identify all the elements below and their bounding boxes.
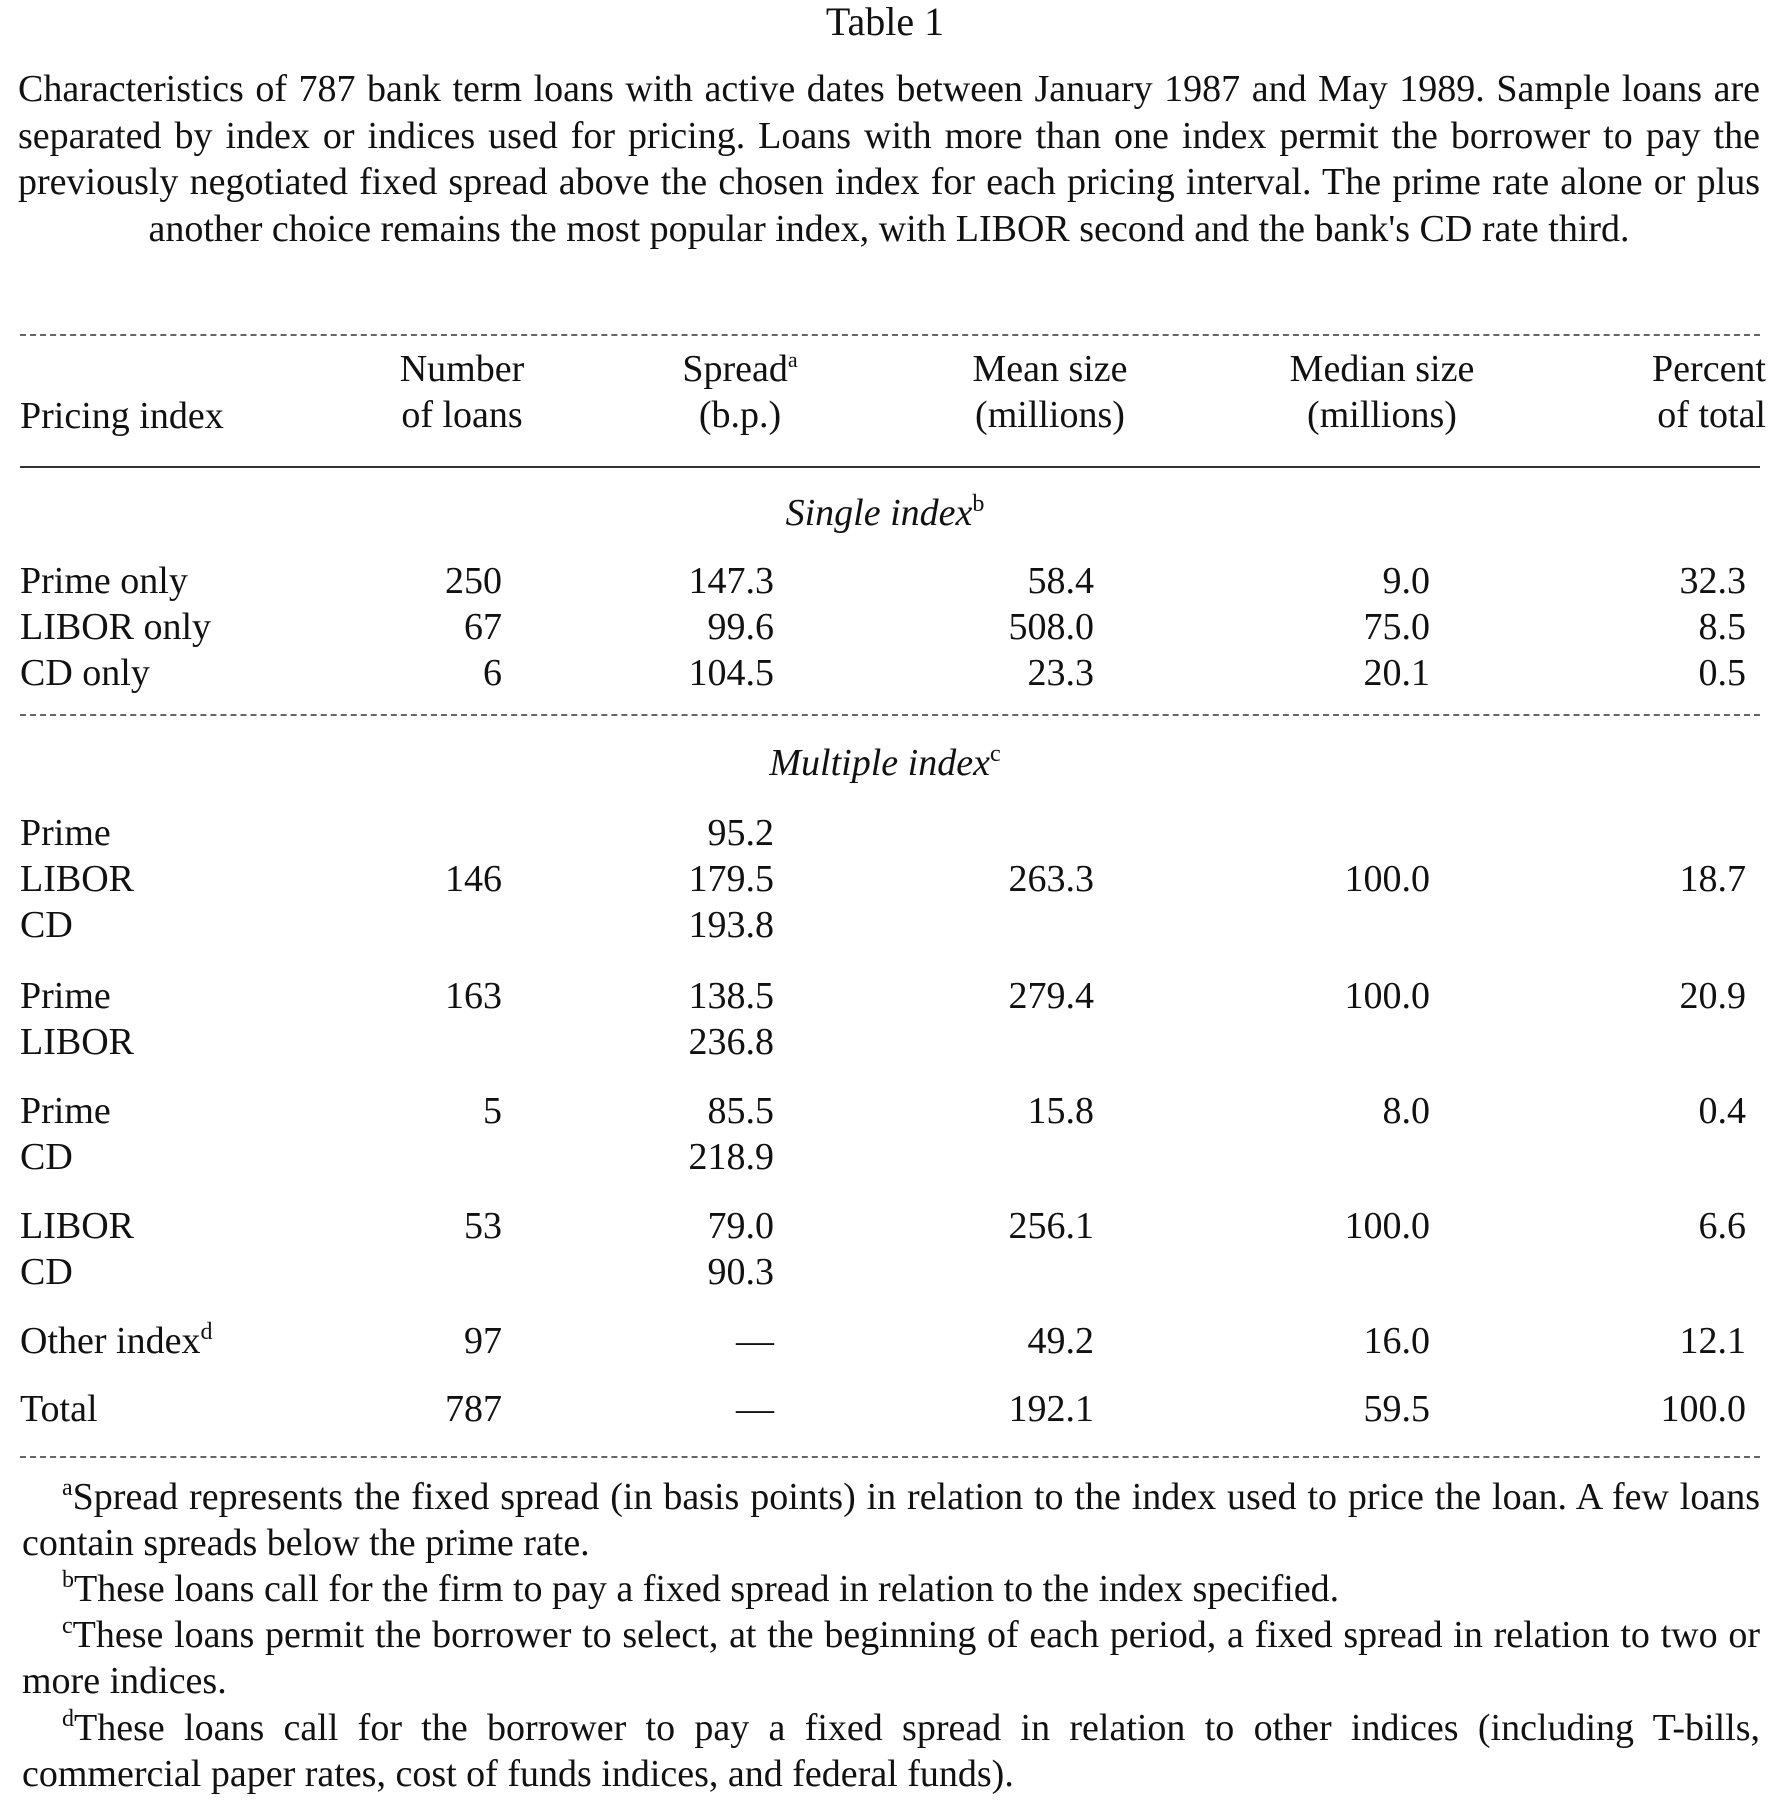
footnote-text: These loans call for the firm to pay a fixed spread in relation to the index specified. (74, 1568, 1340, 1610)
row-label-stack (20, 1088, 111, 1180)
cell-mean: 192.1 (1008, 1388, 1094, 1430)
cell-percent: 32.3 (1679, 560, 1746, 602)
row-label-stack (20, 810, 134, 948)
cell-median: 9.0 (1382, 560, 1430, 602)
footnote-mark: b (62, 1567, 74, 1593)
cell-spread: 79.0 (707, 1205, 774, 1247)
cell-median: 20.1 (1363, 652, 1430, 694)
bottom-rule (20, 1456, 1760, 1458)
cell-mean: 15.8 (1027, 1090, 1094, 1132)
cell-number: 97 (464, 1320, 502, 1362)
cell-spread: 236.8 (688, 1021, 774, 1063)
footnote-mark: c (62, 1613, 73, 1639)
cell-median: 100.0 (1344, 1205, 1430, 1247)
row-footnote-mark: d (200, 1319, 213, 1345)
cell-number: 250 (445, 560, 502, 602)
row-label: Total (20, 1388, 98, 1430)
cell-percent: 6.6 (1698, 1205, 1746, 1247)
cell-spread: 90.3 (707, 1251, 774, 1293)
section-multiple-index (0, 740, 1770, 786)
row-label: CD only (20, 652, 150, 694)
col-header-median-size (1262, 346, 1502, 438)
footnote-text: These loans permit the borrower to select, at the beginning of each period, a fixed spread in relation to two or more indices. (22, 1614, 1760, 1702)
col-header-number-line2: of loans (401, 394, 523, 436)
cell-percent: 8.5 (1698, 606, 1746, 648)
cell-spread: 95.2 (707, 812, 774, 854)
cell-median: 100.0 (1344, 858, 1430, 900)
cell-spread: — (736, 1320, 774, 1362)
cell-mean: 49.2 (1027, 1320, 1094, 1362)
cell-spread: 99.6 (707, 606, 774, 648)
table-caption: Characteristics of 787 bank term loans with active dates between January 1987 and May 1989. Sample loans are separated by index or indices used for pricing. Loans with more than one index permit the borrower to pay the previously negotiated fixed spread above the chosen index for each pricing interval. The prime rate alone or plus another choice remains the most popular index, with LIBOR second and the bank's CD rate third. (18, 68, 1760, 250)
cell-number: 53 (464, 1205, 502, 1247)
footnote-mark: a (62, 1475, 73, 1501)
col-header-percent-line1: Percent (1652, 348, 1766, 390)
cell-number: 163 (445, 975, 502, 1017)
col-header-spread-footnote-mark: a (787, 347, 798, 372)
col-header-percent (1570, 346, 1766, 438)
row-label-stack (20, 973, 134, 1065)
cell-spread: 104.5 (688, 652, 774, 694)
row-label-stack (20, 1203, 134, 1295)
footnote-text: These loans call for the borrower to pay a fixed spread in relation to other indices (including T-bills, commercial paper rates, cost of funds indices, and federal funds). (22, 1707, 1760, 1795)
section-multiple-footnote-mark: c (989, 741, 1001, 767)
cell-spread-stack (689, 1088, 775, 1180)
cell-median: 16.0 (1363, 1320, 1430, 1362)
footnote-b (22, 1566, 1760, 1612)
col-header-mean-line1: Mean size (972, 348, 1128, 390)
row-label: Prime (20, 1090, 111, 1132)
col-header-mean-size (940, 346, 1160, 438)
cell-median: 59.5 (1363, 1388, 1430, 1430)
section-single-footnote-mark: b (972, 491, 985, 517)
cell-spread-stack (689, 810, 775, 948)
row-label: LIBOR only (20, 606, 212, 648)
col-header-spread (650, 346, 830, 438)
row-label: Prime (20, 812, 111, 854)
cell-number: 6 (483, 652, 502, 694)
section-divider-rule (20, 714, 1760, 716)
col-header-spread-line2: (b.p.) (698, 394, 782, 436)
cell-mean: 23.3 (1027, 652, 1094, 694)
cell-spread-stack (689, 973, 775, 1065)
cell-spread: 193.8 (688, 904, 774, 946)
cell-percent: 100.0 (1660, 1388, 1746, 1430)
row-label: CD (20, 1251, 73, 1293)
cell-percent: 0.4 (1698, 1090, 1746, 1132)
row-label: Other index (20, 1320, 201, 1362)
col-header-median-line2: (millions) (1307, 394, 1457, 436)
cell-number: 146 (445, 858, 502, 900)
section-multiple-label: Multiple index (769, 742, 990, 784)
cell-spread: 179.5 (688, 858, 774, 900)
col-header-median-line1: Median size (1289, 348, 1475, 390)
row-label: CD (20, 1136, 73, 1178)
cell-spread: 85.5 (707, 1090, 774, 1132)
cell-number: 67 (464, 606, 502, 648)
row-label: LIBOR (20, 858, 134, 900)
cell-median: 100.0 (1344, 975, 1430, 1017)
row-label: LIBOR (20, 1021, 134, 1063)
col-header-spread-line1: Spread (682, 348, 788, 390)
row-label: LIBOR (20, 1205, 134, 1247)
cell-number: 5 (483, 1090, 502, 1132)
cell-percent: 18.7 (1679, 858, 1746, 900)
footnote-c (22, 1612, 1760, 1704)
cell-spread: 218.9 (688, 1136, 774, 1178)
footnote-mark: d (62, 1706, 74, 1732)
table-title: Table 1 (825, 0, 945, 44)
cell-median: 75.0 (1363, 606, 1430, 648)
row-label: Prime only (20, 560, 188, 602)
footnote-d (22, 1705, 1760, 1797)
cell-spread: 138.5 (688, 975, 774, 1017)
cell-mean: 58.4 (1027, 560, 1094, 602)
footnote-text: Spread represents the fixed spread (in basis points) in relation to the index used to price the loan. A few loans contain spreads below the prime rate. (22, 1476, 1760, 1564)
col-header-percent-line2: of total (1657, 394, 1766, 436)
cell-mean: 279.4 (1008, 975, 1094, 1017)
cell-percent: 12.1 (1679, 1320, 1746, 1362)
cell-spread-stack (708, 1203, 775, 1295)
section-single-label: Single index (785, 492, 973, 534)
cell-mean: 263.3 (1008, 858, 1094, 900)
row-label-other (20, 1318, 212, 1364)
cell-mean: 256.1 (1008, 1205, 1094, 1247)
col-header-pricing-index: Pricing index (20, 395, 224, 437)
row-label: Prime (20, 975, 111, 1017)
header-rule (20, 466, 1760, 468)
cell-spread: — (736, 1388, 774, 1430)
cell-median: 8.0 (1382, 1090, 1430, 1132)
footnote-a (22, 1474, 1760, 1566)
cell-percent: 0.5 (1698, 652, 1746, 694)
top-rule (20, 334, 1760, 336)
col-header-number (362, 346, 562, 438)
row-label: CD (20, 904, 73, 946)
cell-number: 787 (445, 1388, 502, 1430)
section-single-index (0, 490, 1770, 536)
cell-percent: 20.9 (1679, 975, 1746, 1017)
cell-spread: 147.3 (688, 560, 774, 602)
col-header-mean-line2: (millions) (975, 394, 1125, 436)
col-header-number-line1: Number (399, 348, 525, 390)
cell-mean: 508.0 (1008, 606, 1094, 648)
